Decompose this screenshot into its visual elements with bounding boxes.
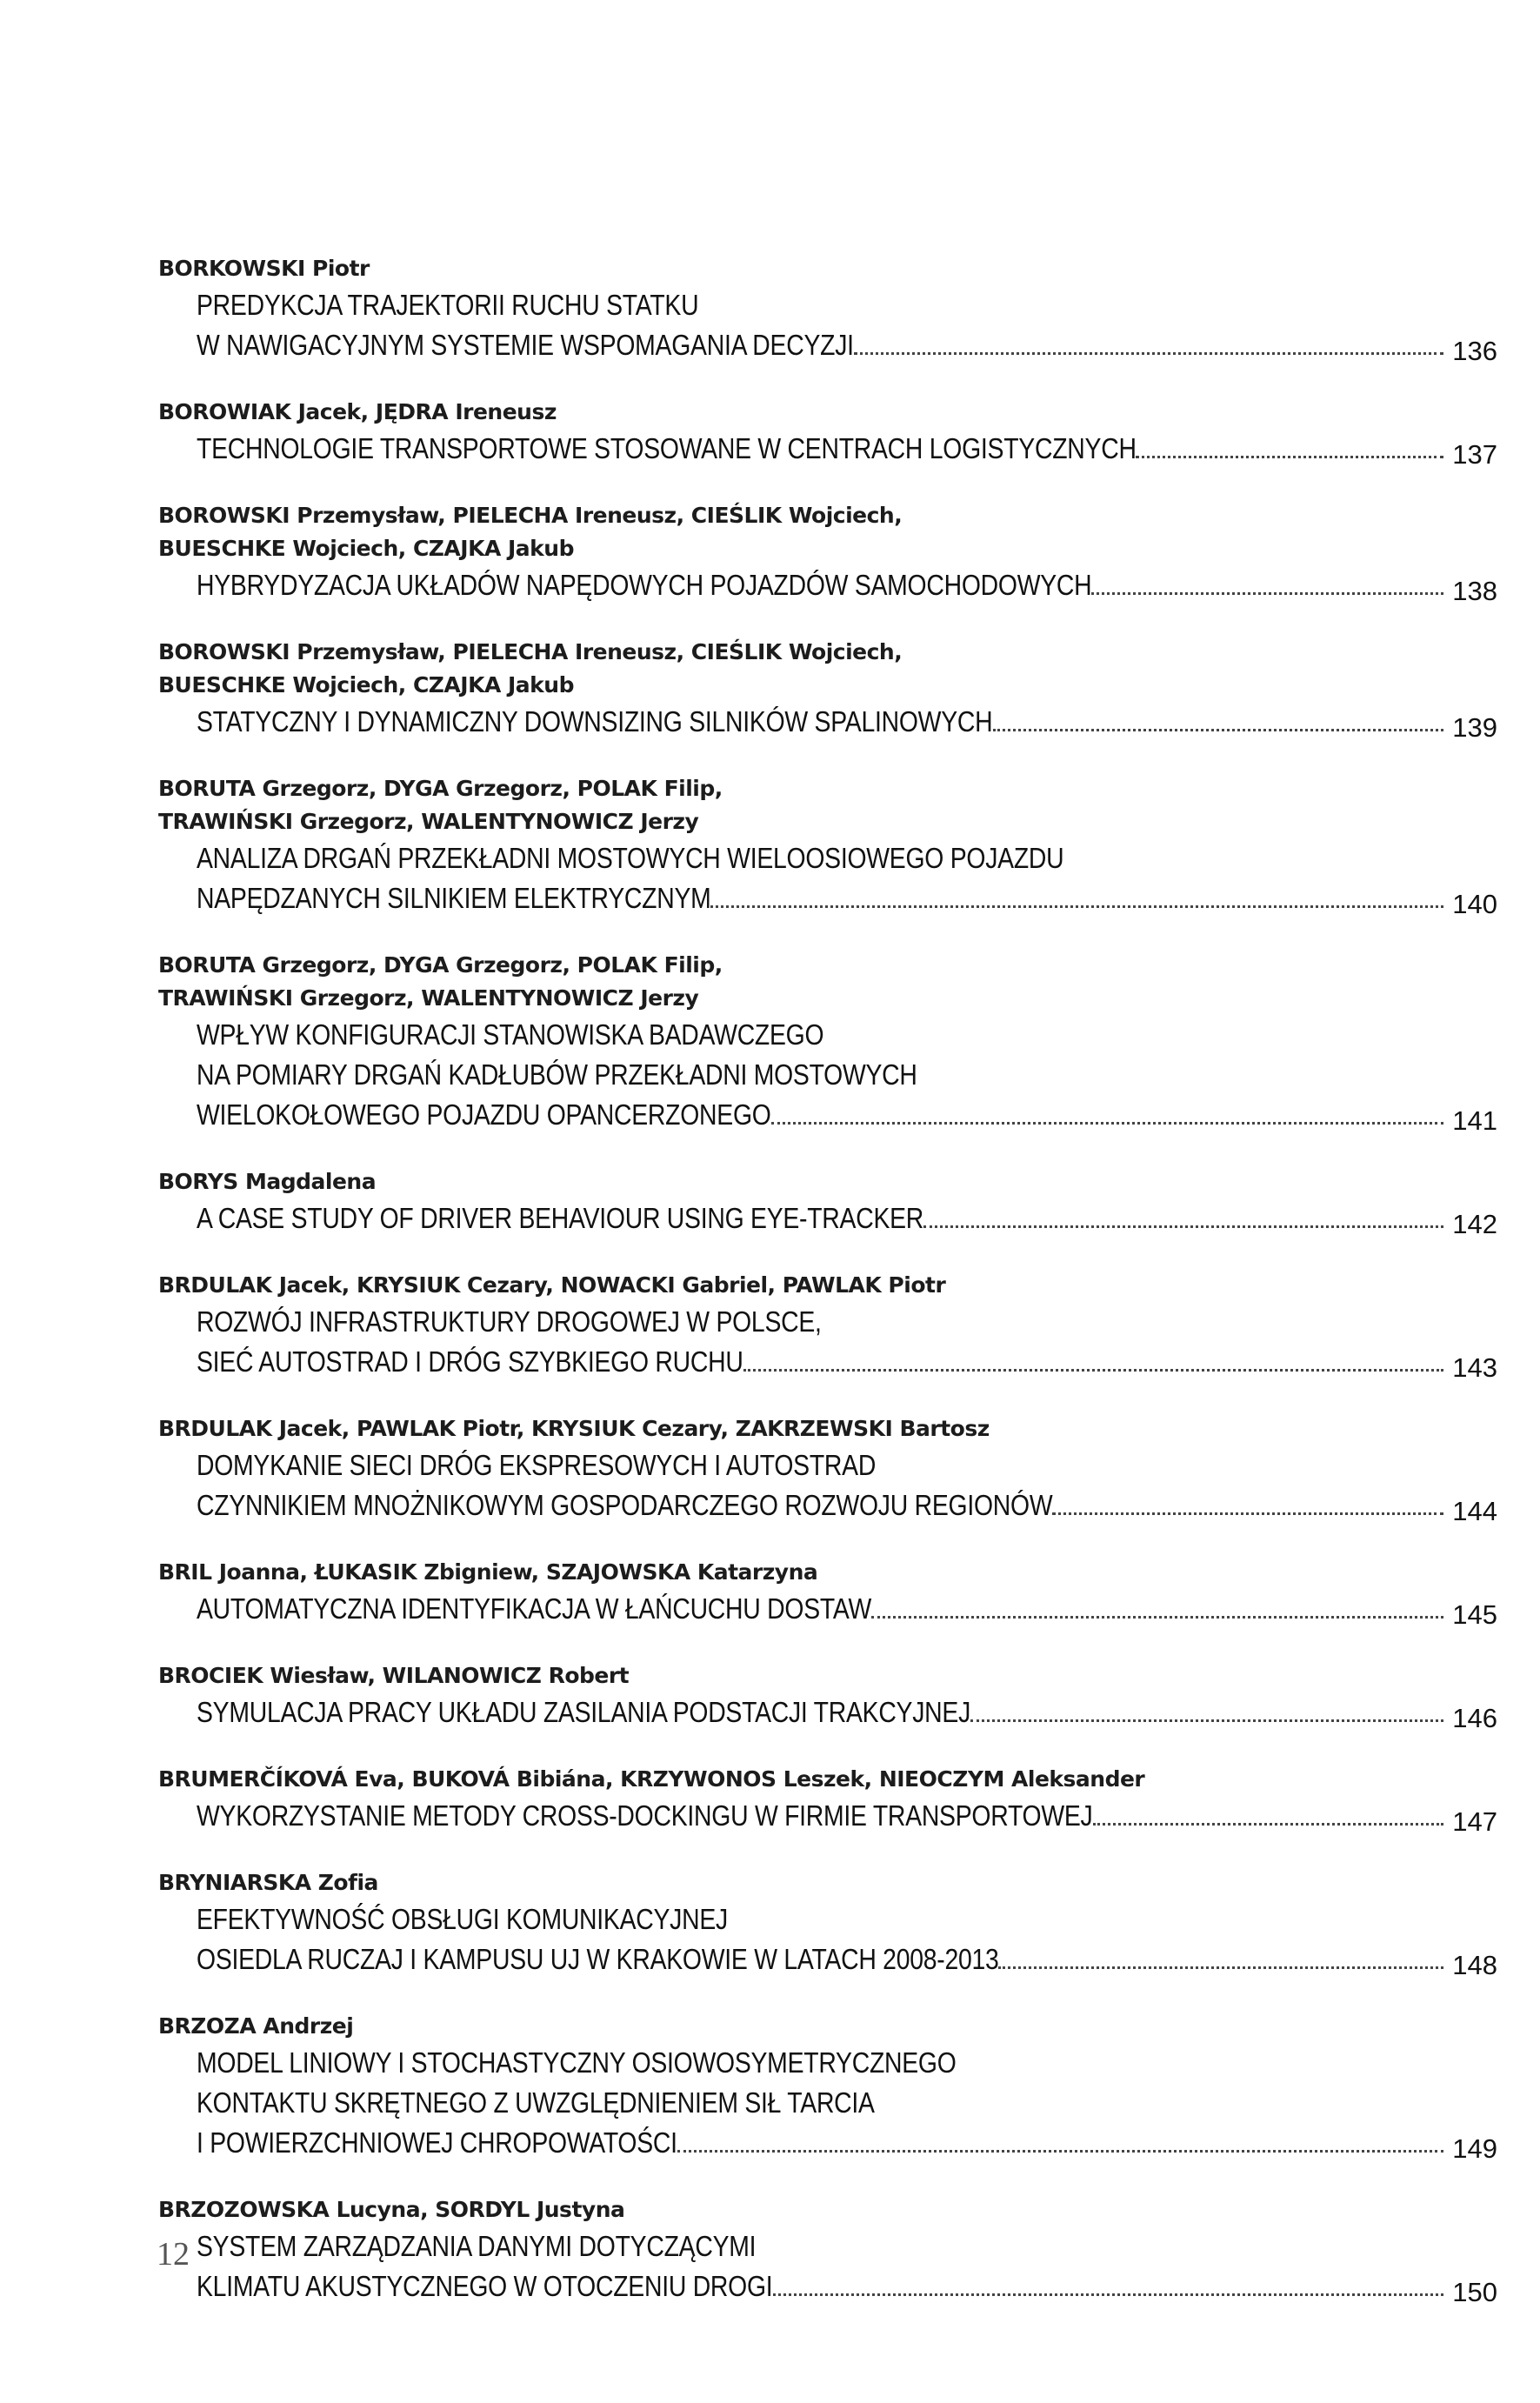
toc-entry — [158, 252, 1497, 366]
toc-entry — [158, 1269, 1497, 1383]
dot-leader — [743, 1369, 1444, 1372]
title-last-line — [197, 429, 1497, 470]
entry-page-number: 137 — [1452, 439, 1497, 470]
author-line: BRUMERČÍKOVÁ Eva, BUKOVÁ Bibiána, KRZYWONOS Leszek, NIEOCZYM Aleksander — [158, 1766, 1145, 1792]
author-line: TRAWIŃSKI Grzegorz, WALENTYNOWICZ Jerzy — [158, 809, 699, 834]
entry-title — [158, 1302, 1497, 1383]
title-line: STATYCZNY I DYNAMICZNY DOWNSIZING SILNIKÓW SPALINOWYCH — [197, 705, 993, 738]
author-line: BRZOZOWSKA Lucyna, SORDYL Justyna — [158, 2197, 625, 2222]
entry-authors — [158, 1165, 1497, 1198]
dot-leader — [1136, 456, 1443, 458]
title-line: CZYNNIKIEM MNOŻNIKOWYM GOSPODARCZEGO ROZWOJU REGIONÓW — [197, 1489, 1053, 1521]
title-last-line — [197, 1692, 1497, 1733]
title-last-line — [197, 1198, 1497, 1239]
entry-authors — [158, 636, 1497, 702]
author-line: BRZOZA Andrzej — [158, 2013, 354, 2039]
entry-authors — [158, 2010, 1497, 2043]
title-last-line — [197, 878, 1497, 919]
entry-title — [158, 2226, 1497, 2307]
author-line: BRDULAK Jacek, KRYSIUK Cezary, NOWACKI Gabriel, PAWLAK Piotr — [158, 1272, 946, 1298]
entry-page-number: 136 — [1452, 336, 1497, 366]
title-last-line — [197, 1485, 1497, 1526]
author-line: BRIL Joanna, ŁUKASIK Zbigniew, SZAJOWSKA Katarzyna — [158, 1559, 818, 1585]
entry-page-number: 142 — [1452, 1209, 1497, 1239]
page-number: 12 — [157, 2236, 190, 2273]
title-last-line — [197, 702, 1497, 743]
toc-entry — [158, 2193, 1497, 2307]
title-last-line — [197, 565, 1497, 606]
entry-page-number: 139 — [1452, 712, 1497, 743]
entry-authors — [158, 1763, 1497, 1796]
entry-title — [158, 838, 1497, 919]
title-line: ANALIZA DRGAŃ PRZEKŁADNI MOSTOWYCH WIELOOSIOWEGO POJAZDU — [197, 842, 1064, 874]
entry-page-number: 145 — [1452, 1599, 1497, 1630]
toc-entry — [158, 949, 1497, 1136]
title-line: AUTOMATYCZNA IDENTYFIKACJA W ŁAŃCUCHU DOSTAW — [197, 1592, 871, 1625]
entry-authors — [158, 396, 1497, 429]
entry-authors — [158, 2193, 1497, 2226]
title-line: PREDYKCJA TRAJEKTORII RUCHU STATKU — [197, 289, 699, 321]
title-last-line — [197, 2123, 1497, 2164]
entry-authors — [158, 1412, 1497, 1445]
entry-title — [158, 1692, 1497, 1733]
title-last-line — [197, 1796, 1497, 1837]
entry-title — [158, 702, 1497, 743]
entry-page-number: 146 — [1452, 1703, 1497, 1733]
toc-entry — [158, 1659, 1497, 1733]
entry-title — [158, 1015, 1497, 1136]
entry-authors — [158, 1659, 1497, 1692]
toc-entry — [158, 1763, 1497, 1837]
entry-authors — [158, 252, 1497, 285]
title-line: A CASE STUDY OF DRIVER BEHAVIOUR USING EYE-TRACKER — [197, 1202, 924, 1234]
title-line: SYSTEM ZARZĄDZANIA DANYMI DOTYCZĄCYMI — [197, 2230, 757, 2262]
dot-leader — [993, 729, 1443, 731]
title-line: WYKORZYSTANIE METODY CROSS-DOCKINGU W FIRMIE TRANSPORTOWEJ — [197, 1799, 1093, 1832]
title-line: I POWIERZCHNIOWEJ CHROPOWATOŚCI — [197, 2126, 677, 2159]
entry-title — [158, 1445, 1497, 1526]
dot-leader — [771, 1122, 1443, 1125]
entry-authors — [158, 1269, 1497, 1302]
dot-leader — [677, 2150, 1443, 2153]
author-line: BOROWSKI Przemysław, PIELECHA Ireneusz, CIEŚLIK Wojciech, — [158, 639, 903, 664]
author-line: BUESCHKE Wojciech, CZAJKA Jakub — [158, 536, 574, 561]
entry-authors — [158, 1866, 1497, 1899]
author-line: BROCIEK Wiesław, WILANOWICZ Robert — [158, 1663, 630, 1688]
toc-entry — [158, 1866, 1497, 1980]
entry-page-number: 149 — [1452, 2133, 1497, 2164]
author-line: BOROWIAK Jacek, JĘDRA Ireneusz — [158, 399, 557, 424]
toc-entry — [158, 396, 1497, 470]
entry-page-number: 148 — [1452, 1950, 1497, 1980]
title-line: TECHNOLOGIE TRANSPORTOWE STOSOWANE W CENTRACH LOGISTYCZNYCH — [197, 432, 1137, 464]
dot-leader — [923, 1225, 1443, 1228]
title-line: OSIEDLA RUCZAJ I KAMPUSU UJ W KRAKOWIE W LATACH 2008-2013 — [197, 1943, 999, 1975]
title-last-line — [197, 1342, 1497, 1383]
entry-page-number: 138 — [1452, 576, 1497, 606]
title-line: DOMYKANIE SIECI DRÓG EKSPRESOWYCH I AUTOSTRAD — [197, 1449, 877, 1481]
title-line: EFEKTYWNOŚĆ OBSŁUGI KOMUNIKACYJNEJ — [197, 1903, 728, 1935]
toc-entry — [158, 2010, 1497, 2164]
title-line: SYMULACJA PRACY UKŁADU ZASILANIA PODSTACJI TRAKCYJNEJ — [197, 1696, 971, 1728]
title-line: NAPĘDZANYCH SILNIKIEM ELEKTRYCZNYM — [197, 882, 711, 914]
entry-authors — [158, 1556, 1497, 1589]
dot-leader — [871, 1616, 1443, 1619]
author-line: BRYNIARSKA Zofia — [158, 1870, 378, 1895]
title-line: HYBRYDYZACJA UKŁADÓW NAPĘDOWYCH POJAZDÓW SAMOCHODOWYCH — [197, 569, 1092, 601]
entry-title — [158, 1796, 1497, 1837]
title-line: WIELOKOŁOWEGO POJAZDU OPANCERZONEGO — [197, 1098, 771, 1131]
entry-title — [158, 1589, 1497, 1630]
entry-title — [158, 1198, 1497, 1239]
title-line: NA POMIARY DRGAŃ KADŁUBÓW PRZEKŁADNI MOSTOWYCH — [197, 1058, 917, 1091]
dot-leader — [854, 352, 1443, 355]
dot-leader — [1091, 592, 1443, 595]
title-line: WPŁYW KONFIGURACJI STANOWISKA BADAWCZEGO — [197, 1018, 824, 1051]
toc-entry — [158, 1412, 1497, 1526]
entry-page-number: 143 — [1452, 1352, 1497, 1383]
title-line: ROZWÓJ INFRASTRUKTURY DROGOWEJ W POLSCE, — [197, 1305, 822, 1338]
entry-title — [158, 285, 1497, 366]
toc-entry — [158, 636, 1497, 743]
entry-page-number: 150 — [1452, 2277, 1497, 2307]
author-line: BORKOWSKI Piotr — [158, 256, 370, 281]
entry-title — [158, 1899, 1497, 1980]
entry-page-number: 147 — [1452, 1806, 1497, 1837]
dot-leader — [1093, 1823, 1443, 1826]
title-line: W NAWIGACYJNYM SYSTEMIE WSPOMAGANIA DECYZJI — [197, 329, 854, 361]
entry-title — [158, 429, 1497, 470]
entry-page-number: 141 — [1452, 1105, 1497, 1136]
table-of-contents — [158, 252, 1497, 2337]
toc-entry — [158, 1165, 1497, 1239]
dot-leader — [1052, 1512, 1443, 1515]
title-line: SIEĆ AUTOSTRAD I DRÓG SZYBKIEGO RUCHU — [197, 1345, 743, 1378]
author-line: BRDULAK Jacek, PAWLAK Piotr, KRYSIUK Cezary, ZAKRZEWSKI Bartosz — [158, 1416, 990, 1441]
entry-authors — [158, 772, 1497, 838]
entry-title — [158, 565, 1497, 606]
title-last-line — [197, 325, 1497, 366]
author-line: TRAWIŃSKI Grzegorz, WALENTYNOWICZ Jerzy — [158, 985, 699, 1011]
dot-leader — [710, 905, 1443, 908]
author-line: BOROWSKI Przemysław, PIELECHA Ireneusz, CIEŚLIK Wojciech, — [158, 503, 903, 528]
entry-authors — [158, 499, 1497, 565]
title-line: MODEL LINIOWY I STOCHASTYCZNY OSIOWOSYMETRYCZNEGO — [197, 2046, 957, 2079]
author-line: BUESCHKE Wojciech, CZAJKA Jakub — [158, 672, 574, 698]
title-last-line — [197, 1095, 1497, 1136]
dot-leader — [773, 2293, 1443, 2296]
author-line: BORUTA Grzegorz, DYGA Grzegorz, POLAK Filip, — [158, 952, 723, 978]
title-last-line — [197, 1589, 1497, 1630]
entry-authors — [158, 949, 1497, 1015]
entry-page-number: 144 — [1452, 1496, 1497, 1526]
author-line: BORYS Magdalena — [158, 1169, 377, 1194]
title-last-line — [197, 2266, 1497, 2307]
title-line: KLIMATU AKUSTYCZNEGO W OTOCZENIU DROGI — [197, 2270, 773, 2302]
title-line: KONTAKTU SKRĘTNEGO Z UWZGLĘDNIENIEM SIŁ TARCIA — [197, 2086, 875, 2119]
dot-leader — [970, 1719, 1443, 1722]
title-last-line — [197, 1939, 1497, 1980]
entry-page-number: 140 — [1452, 889, 1497, 919]
author-line: BORUTA Grzegorz, DYGA Grzegorz, POLAK Filip, — [158, 776, 723, 801]
toc-entry — [158, 1556, 1497, 1630]
dot-leader — [998, 1966, 1443, 1969]
toc-entry — [158, 499, 1497, 606]
entry-title — [158, 2043, 1497, 2164]
toc-entry — [158, 772, 1497, 919]
